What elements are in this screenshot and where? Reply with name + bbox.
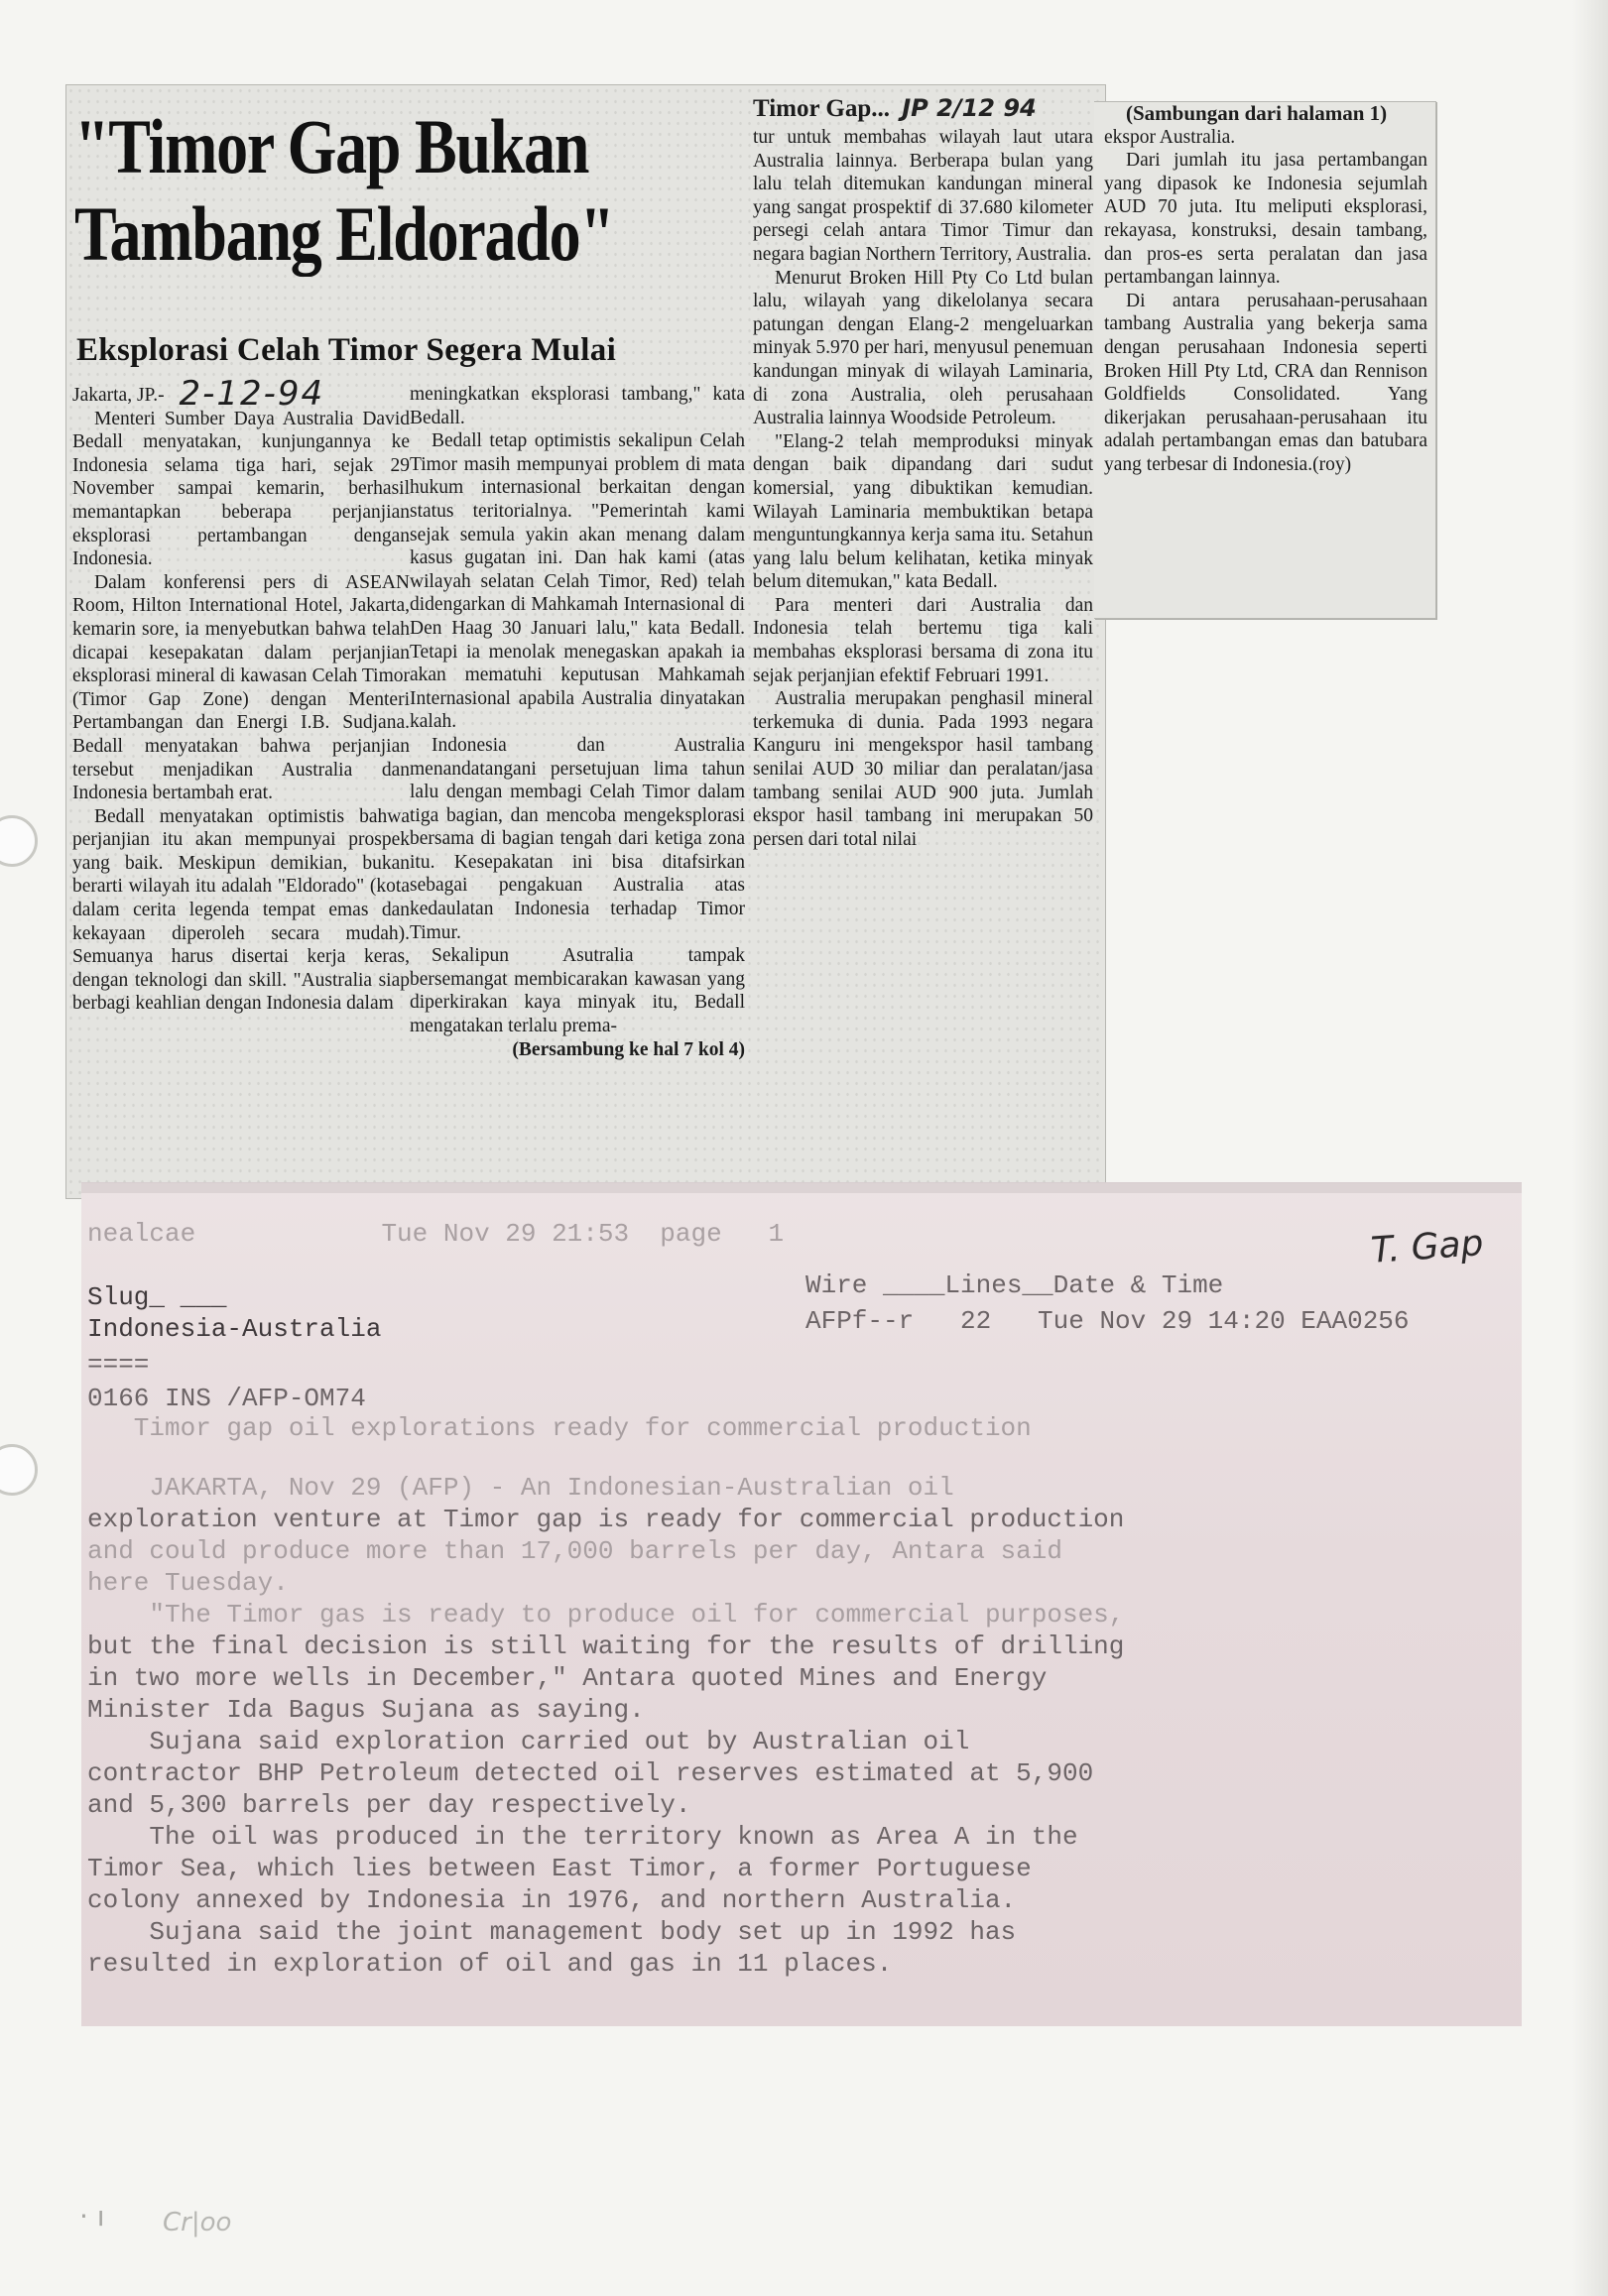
wire-line: Timor gap oil explorations ready for commercial production	[87, 1413, 1032, 1443]
continuation-label: (Sambungan dari halaman 1)	[1126, 101, 1388, 125]
paragraph: Menteri Sumber Daya Australia David Bedall menyatakan, kunjungannya ke Indonesia selama tiga hari, sejak 29 November sampai kemarin, berhasil memantapkan beberapa perjanjian eksplorasi pertambangan dengan Indonesia.	[72, 408, 410, 570]
wire-line: exploration venture at Timor gap is ready for commercial production	[87, 1505, 1125, 1534]
continuation-title: Timor Gap...	[753, 95, 890, 122]
paragraph: Dari jumlah itu jasa pertambangan yang dipasok ke Indonesia sejumlah AUD 70 juta. Itu meliputi eksplorasi, rekayasa, konstruksi, desain tambang, dan pros-es serta peralatan dan jasa pertambangan lainnya.	[1104, 150, 1427, 289]
paragraph: Para menteri dari Australia dan Indonesia telah bertemu tiga kali membahas eksplorasi bersama di zona itu sejak perjanjian efektif Februari 1991.	[753, 594, 1093, 686]
dateline-line	[72, 374, 410, 414]
article-column-2	[410, 383, 745, 1061]
wire-line: "The Timor gas is ready to produce oil for commercial purposes,	[87, 1600, 1125, 1630]
paragraph: "Elang-2 telah memproduksi minyak dengan baik dipandang dari sudut komersial, yang dibuktikan kemudian. Wilayah Laminaria membuktikan betapa menguntungkannya kerja sama itu. Setahun yang lalu belum kelihatan, ketika minyak belum ditemukan," kata Bedall.	[753, 430, 1093, 593]
paragraph: tur untuk membahas wilayah laut utara Australia lainnya. Berberapa bulan yang lalu telah ditemukan kandungan mineral yang sangat prospektif di 37.680 kilometer persegi celah antara Timor Timur dan negara bagian Northern Territory, Australia.	[753, 127, 1093, 265]
paragraph: Indonesia dan Australia menandatangani persetujuan lima tahun lalu dengan membagi Celah Timor dalam tiga bagian, dan mencoba mengeksplorasi bersama di bagian tengah dari ketiga zona itu. Kesepakatan ini bisa ditafsirkan sebagai pengakuan Australia atas kedaulatan Indonesia terhadap Timor Timur.	[410, 734, 745, 943]
wire-line: here Tuesday.	[87, 1568, 289, 1598]
wire-line: in two more wells in December," Antara quoted Mines and Energy	[87, 1663, 1048, 1693]
paragraph: Dalam konferensi pers di ASEAN Room, Hilton International Hotel, Jakarta, kemarin sore, ia menyebutkan bahwa telah dicapai kesepakatan dalam perjanjian eksplorasi mineral di kawasan Celah Timor (Timor Gap Zone) dengan Menteri Pertambangan dan Energi I.B. Sudjana. Bedall menyatakan bahwa perjanjian tersebut menjadikan Australia dan Indonesia bertambah erat.	[72, 571, 410, 804]
punch-hole-top	[0, 815, 38, 867]
wire-line: JAKARTA, Nov 29 (AFP) - An Indonesian-Australian oil	[87, 1473, 954, 1503]
story-id: 0166 INS /AFP-OM74	[87, 1384, 366, 1413]
wire-line: but the final decision is still waiting for the results of drilling	[87, 1631, 1125, 1661]
paragraph: Bedall tetap optimistis sekalipun Celah Timor masih mempunyai problem di mata hukum internasional berkaitan dengan status teritorialnya. "Pemerintah kami sejak semula yakin akan menang dalam kasus gugatan ini. Dan hak kami (atas wilayah selatan Celah Timor, Red) telah didengarkan di Mahkamah Internasional di Den Haag 30 Januari lalu," kata Bedall. Tetapi ia menolak menegaskan apakah ia akan mematuhi keputusan Mahkamah Internasional apabila Australia dinyatakan kalah.	[410, 430, 745, 733]
footer-mark: · ı	[79, 2200, 105, 2233]
handwritten-tag: T. Gap	[1369, 1223, 1485, 1271]
dateline: Jakarta, JP.-	[72, 385, 165, 406]
wire-line: Sujana said the joint management body set up in 1992 has	[87, 1917, 1017, 1947]
handwritten-date: 2-12-94	[179, 374, 325, 414]
slug-value: Indonesia-Australia	[87, 1314, 382, 1344]
separator: ====	[87, 1350, 150, 1380]
article-column-3	[753, 85, 1093, 851]
paragraph: Sekalipun Asutralia tampak bersemangat membicarakan kawasan yang diperkirakan kaya minyak itu, Bedall mengatakan terlalu prema-	[410, 945, 745, 1037]
wire-header-line: nealcae Tue Nov 29 21:53 page 1	[87, 1219, 785, 1249]
continuation-head	[753, 93, 1093, 124]
handwritten-source-note: JP 2/12 94	[902, 94, 1037, 122]
punch-hole-bottom	[0, 1444, 38, 1496]
wire-line: The oil was produced in the territory known as Area A in the	[87, 1822, 1078, 1852]
wire-line: Sujana said exploration carried out by Australian oil	[87, 1727, 970, 1756]
continuation-column	[1104, 102, 1427, 477]
paragraph: Di antara perusahaan-perusahaan tambang Australia yang bekerja sama dengan perusahaan Indonesia seperti Broken Hill Pty Ltd, CRA dan Rennison Goldfields Consolidated. Yang dikerjakan perusahaan-perusahaan itu adalah pertambangan emas dan batubara yang terbesar di Indonesia.(roy)	[1104, 290, 1427, 475]
wire-line: resulted in exploration of oil and gas in 11 places.	[87, 1949, 893, 1979]
footer-pencil-note: Cr|oo	[163, 2208, 232, 2237]
article-column-1	[72, 374, 410, 1016]
paragraph: Menurut Broken Hill Pty Co Ltd bulan lalu, wilayah yang dikelolanya secara patungan dengan Elang-2 mengeluarkan minyak 5.970 per hari, menyusul penemuan kandungan minyak di wilayah Laminaria, di zona Australia, oleh perusahaan Australia lainnya Woodside Petroleum.	[753, 267, 1093, 429]
wire-printout	[81, 1182, 1522, 2026]
wire-line: contractor BHP Petroleum detected oil reserves estimated at 5,900	[87, 1758, 1094, 1788]
wire-fields-value: AFPf--r 22 Tue Nov 29 14:20 EAA0256	[805, 1306, 1410, 1336]
article-headline: "Timor Gap Bukan Tambang Eldorado"	[74, 103, 614, 277]
wire-line: colony annexed by Indonesia in 1976, and northern Australia.	[87, 1885, 1017, 1915]
wire-line: and 5,300 barrels per day respectively.	[87, 1790, 691, 1820]
wire-line: Timor Sea, which lies between East Timor, a former Portuguese	[87, 1854, 1032, 1883]
paper-fold	[81, 1183, 1522, 1193]
wire-line: Minister Ida Bagus Sujana as saying.	[87, 1695, 645, 1725]
wire-line: and could produce more than 17,000 barrels per day, Antara said	[87, 1536, 1062, 1566]
wire-fields-label: Wire ____Lines__Date & Time	[805, 1270, 1224, 1300]
continued-note: (Bersambung ke hal 7 kol 4)	[512, 1038, 745, 1060]
paragraph: Australia merupakan penghasil mineral terkemuka di dunia. Pada 1993 negara Kanguru ini mengekspor hasil tambang senilai AUD 30 miliar dan peralatan/jasa tambang senilai AUD 900 juta. Jumlah ekspor hasil tambang ini merupakan 50 persen dari total nilai	[753, 688, 1093, 850]
paragraph: ekspor Australia.	[1104, 126, 1236, 148]
continuation-clipping	[1094, 101, 1436, 619]
page-edge-shadow	[1572, 0, 1608, 2296]
paragraph: Bedall menyatakan optimistis bahwa perjanjian itu akan mempunyai prospek yang baik. Meskipun demikian, bukan berarti wilayah itu adalah "Eldorado" (kota dalam cerita legenda tempat emas dan kekayaan diperoleh secara mudah). Semuanya harus disertai kerja keras, dengan teknologi dan skill. "Australia siap berbagi keahlian dengan Indonesia dalam	[72, 805, 410, 1015]
paragraph: meningkatkan eksplorasi tambang," kata Bedall.	[410, 384, 745, 428]
slug-label: Slug_ ___	[87, 1282, 227, 1312]
newspaper-clipping	[65, 84, 1106, 1199]
article-subhead: Eksplorasi Celah Timor Segera Mulai	[76, 332, 617, 368]
